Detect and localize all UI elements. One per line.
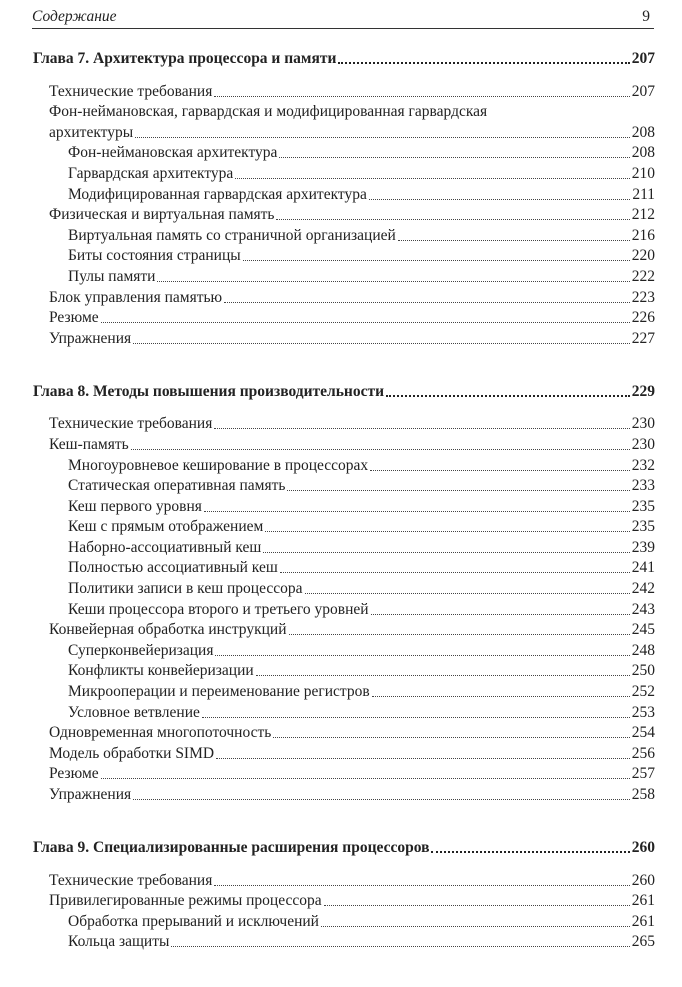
toc-entry-page: 210 — [631, 164, 655, 182]
toc-entry — [33, 763, 655, 784]
chapter-title: Глава 9. Специализированные расширения процессоров — [33, 839, 430, 856]
dot-leader — [279, 157, 629, 158]
dot-leader — [321, 926, 630, 927]
toc-entry-title: Политики записи в кеш процессора — [68, 580, 303, 598]
toc-entry-page: 208 — [631, 123, 655, 141]
toc-entry-page: 248 — [631, 641, 655, 659]
toc-entry-page: 222 — [631, 267, 655, 285]
dot-leader — [280, 572, 630, 573]
toc-entry-title: Кеш с прямым отображением — [68, 518, 264, 536]
toc-entry-page: 220 — [631, 247, 655, 265]
toc-entry-title: Фон-неймановская, гарвардская и модифицированная гарвардская — [49, 103, 488, 121]
dot-leader — [386, 395, 630, 397]
chapter-page: 260 — [631, 839, 655, 856]
toc-entry-title: Обработка прерываний и исключений — [68, 912, 319, 930]
toc-entry — [33, 413, 655, 434]
dot-leader — [371, 614, 630, 615]
dot-leader — [214, 96, 629, 97]
toc-entry — [33, 869, 655, 890]
toc-entry — [33, 783, 655, 804]
dot-leader — [204, 511, 630, 512]
dot-leader — [133, 343, 630, 344]
toc-entry-title: Одновременная многопоточность — [49, 724, 272, 742]
dot-leader — [157, 281, 629, 282]
toc-entry-title: Модифицированная гарвардская архитектура — [68, 185, 367, 203]
toc-entry-title: Физическая и виртуальная память — [49, 206, 275, 224]
toc-entry-page: 257 — [631, 765, 655, 783]
toc-entry-page: 250 — [631, 662, 655, 680]
toc-entry-title: Кеш первого уровня — [68, 497, 202, 515]
toc-entry — [33, 598, 655, 619]
page-number: 9 — [642, 8, 650, 25]
toc-entry — [33, 475, 655, 496]
toc-entry-title: Резюме — [49, 309, 99, 327]
toc-entry-page: 212 — [631, 206, 655, 224]
toc-entry-title: Наборно-ассоциативный кеш — [68, 538, 262, 556]
dot-leader — [370, 470, 630, 471]
toc-entry — [33, 660, 655, 681]
dot-leader — [431, 851, 629, 853]
toc-entry-page: 245 — [631, 621, 655, 639]
toc-entry — [33, 433, 655, 454]
dot-leader — [224, 302, 630, 303]
toc-entry-title: Кольца защиты — [68, 933, 170, 951]
toc-entry — [33, 890, 655, 911]
toc-entry-page: 223 — [631, 288, 655, 306]
running-title: Содержание — [32, 8, 117, 25]
toc-entry-page: 252 — [631, 683, 655, 701]
toc-entry — [33, 454, 655, 475]
toc-entry — [33, 680, 655, 701]
dot-leader — [133, 799, 630, 800]
chapter-spacer — [33, 68, 655, 80]
toc-entry — [33, 495, 655, 516]
toc-entry-title: Условное ветвление — [68, 703, 200, 721]
toc-entry-title: Блок управления памятью — [49, 288, 223, 306]
chapter-heading — [33, 44, 655, 68]
toc-entry-title: Суперконвейеризация — [68, 641, 214, 659]
toc-entry — [33, 286, 655, 307]
toc-entry-title: Кеш-память — [49, 435, 129, 453]
chapter-page: 207 — [631, 50, 655, 67]
toc-entry — [33, 121, 655, 142]
chapter-page: 229 — [631, 382, 655, 400]
toc-entry-title: архитектуры — [49, 123, 134, 141]
dot-leader — [131, 449, 630, 450]
toc-entry-page: 254 — [631, 724, 655, 742]
toc-entry — [33, 639, 655, 660]
chapter-spacer — [33, 804, 655, 833]
toc-entry — [33, 307, 655, 328]
toc-entry-page: 230 — [631, 435, 655, 453]
chapter-heading — [33, 833, 655, 857]
dot-leader — [372, 696, 630, 697]
dot-leader — [214, 885, 629, 886]
toc-entry-page: 235 — [631, 518, 655, 536]
toc-entry — [33, 265, 655, 286]
toc-entry-page: 260 — [631, 871, 655, 889]
toc-entry-page: 261 — [631, 892, 655, 910]
toc-entry-title: Пулы памяти — [68, 267, 156, 285]
toc-entry — [33, 142, 655, 163]
toc-entry — [33, 224, 655, 245]
toc-entry-title: Модель обработки SIMD — [49, 744, 215, 762]
chapter-spacer — [33, 857, 655, 869]
toc-entry-title: Фон-неймановская архитектура — [68, 144, 278, 162]
toc-entry-title: Биты состояния страницы — [68, 247, 241, 265]
toc-entry-title: Привилегированные режимы процессора — [49, 892, 322, 910]
toc-entry — [33, 931, 655, 952]
toc-entry-page: 239 — [631, 538, 655, 556]
dot-leader — [215, 655, 629, 656]
toc-entry-page: 230 — [631, 415, 655, 433]
toc-entry — [33, 245, 655, 266]
toc-entry-title: Технические требования — [49, 871, 213, 889]
dot-leader — [235, 178, 629, 179]
toc-entry-page: 243 — [631, 600, 655, 618]
dot-leader — [273, 737, 629, 738]
toc-entry — [33, 183, 655, 204]
toc-entry-title: Резюме — [49, 765, 99, 783]
toc-entry — [33, 577, 655, 598]
dot-leader — [369, 199, 630, 200]
dot-leader — [276, 219, 629, 220]
toc-entry-title: Статическая оперативная память — [68, 477, 286, 495]
toc-entry-page: 227 — [631, 329, 655, 347]
dot-leader — [256, 675, 630, 676]
dot-leader — [101, 322, 630, 323]
toc-entry-page: 241 — [631, 559, 655, 577]
toc-entry — [33, 162, 655, 183]
toc-entry — [33, 742, 655, 763]
toc-entry-page: 235 — [631, 497, 655, 515]
dot-leader — [101, 778, 630, 779]
toc-entry — [33, 619, 655, 640]
toc-entry-title: Технические требования — [49, 415, 213, 433]
table-of-contents — [33, 44, 655, 951]
chapter-spacer — [33, 348, 655, 377]
toc-entry-page: 265 — [631, 933, 655, 951]
toc-entry-page: 261 — [631, 912, 655, 930]
toc-entry — [33, 557, 655, 578]
toc-entry-title: Конвейерная обработка инструкций — [49, 621, 287, 639]
toc-entry-page: 232 — [631, 456, 655, 474]
dot-leader — [214, 428, 629, 429]
dot-leader — [216, 758, 630, 759]
dot-leader — [263, 552, 629, 553]
page-header — [32, 4, 654, 29]
toc-entry — [33, 204, 655, 225]
dot-leader — [265, 531, 629, 532]
chapter-title: Глава 8. Методы повышения производительности — [33, 382, 385, 400]
toc-entry-title: Кеши процессора второго и третьего уровней — [68, 600, 369, 618]
toc-entry — [33, 327, 655, 348]
dot-leader — [338, 62, 629, 64]
toc-entry-page: 208 — [631, 144, 655, 162]
dot-leader — [202, 717, 630, 718]
toc-entry-page: 233 — [631, 477, 655, 495]
toc-entry — [33, 536, 655, 557]
toc-entry-title: Микрооперации и переименование регистров — [68, 683, 370, 701]
toc-entry-line — [33, 101, 655, 122]
chapter-title: Глава 7. Архитектура процессора и памяти — [33, 50, 337, 67]
toc-entry-title: Упражнения — [49, 329, 132, 347]
dot-leader — [135, 137, 630, 138]
toc-entry-title: Упражнения — [49, 786, 132, 803]
toc-entry-page: 211 — [632, 185, 655, 203]
toc-entry-title: Гарвардская архитектура — [68, 164, 234, 182]
toc-entry — [33, 910, 655, 931]
toc-entry-page: 216 — [631, 226, 655, 244]
toc-entry — [33, 722, 655, 743]
dot-leader — [289, 634, 630, 635]
toc-entry-page: 207 — [631, 82, 655, 100]
toc-entry-page: 242 — [631, 580, 655, 598]
toc-entry — [33, 701, 655, 722]
toc-entry-page: 226 — [631, 309, 655, 327]
dot-leader — [243, 260, 630, 261]
toc-entry — [33, 516, 655, 537]
dot-leader — [398, 240, 630, 241]
toc-entry-page: 258 — [631, 786, 655, 803]
chapter-spacer — [33, 401, 655, 413]
dot-leader — [171, 946, 629, 947]
chapter-heading — [33, 377, 655, 401]
toc-entry-page: 253 — [631, 703, 655, 721]
toc-entry-title: Конфликты конвейеризации — [68, 662, 254, 680]
toc-entry-page: 256 — [631, 744, 655, 762]
dot-leader — [287, 490, 629, 491]
toc-entry — [33, 80, 655, 101]
toc-entry-title: Технические требования — [49, 82, 213, 100]
dot-leader — [305, 593, 630, 594]
dot-leader — [324, 905, 630, 906]
toc-entry-title: Полностью ассоциативный кеш — [68, 559, 278, 577]
toc-entry-title: Виртуальная память со страничной организацией — [68, 226, 396, 244]
toc-entry-title: Многоуровневое кеширование в процессорах — [68, 456, 369, 474]
